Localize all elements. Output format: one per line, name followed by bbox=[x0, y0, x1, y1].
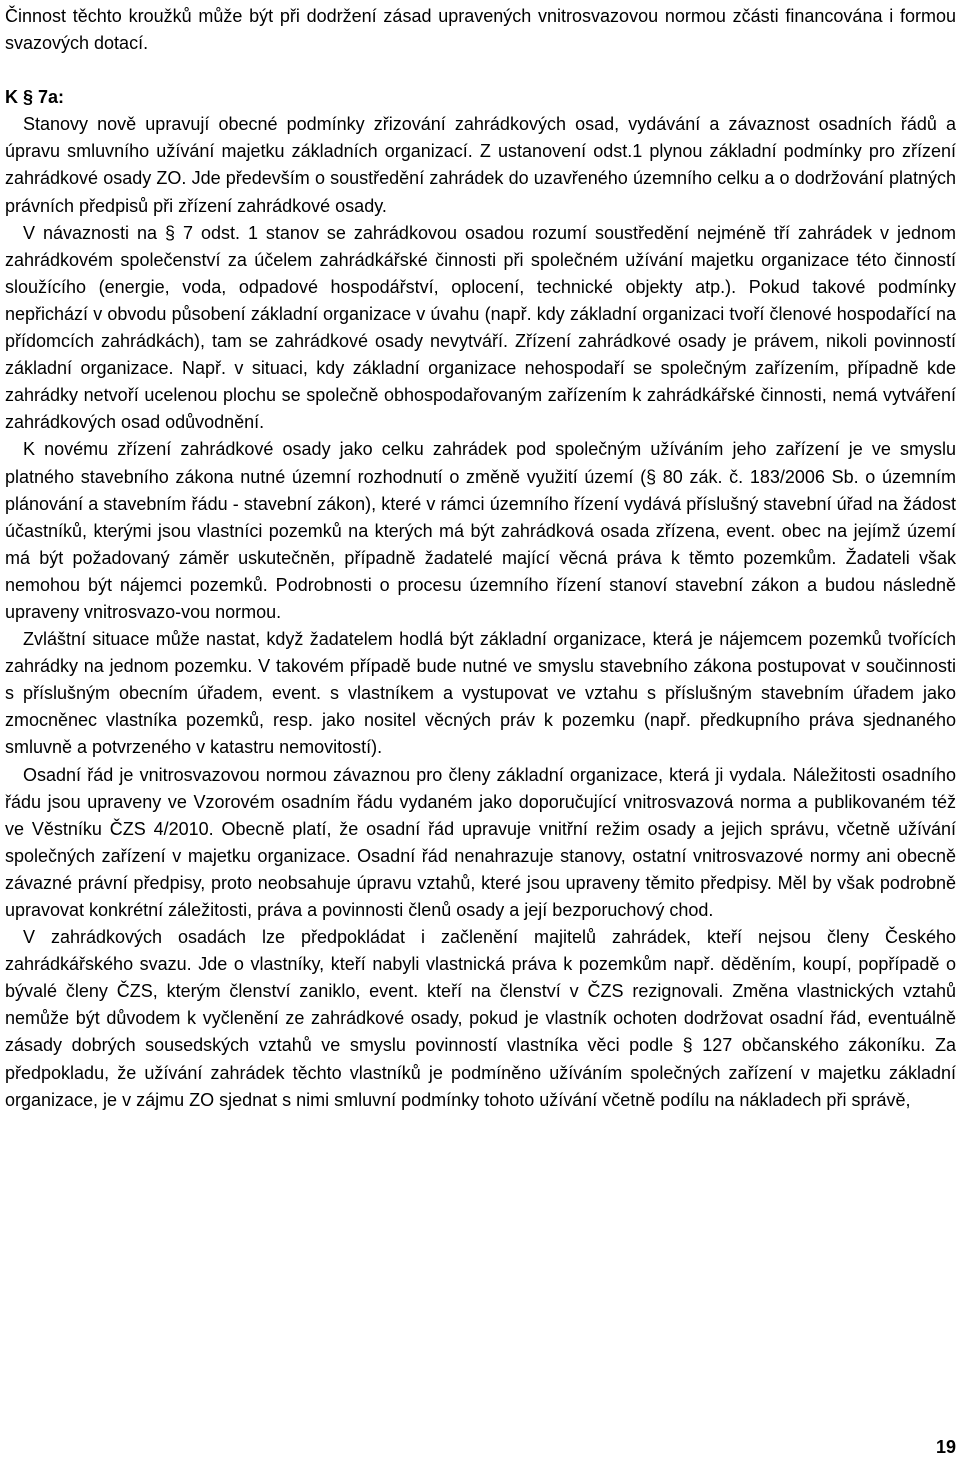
paragraph: V zahrádkových osadách lze předpokládat i začlenění majitelů zahrádek, kteří nejsou členy Českého zahrádkářského svazu. Jde o vlastníky, kteří nabyli vlastnická práva k pozemkům např. děděním, koupí, popřípadě o bývalé členy ČZS, kterým členství zaniklo, event. kteří na členství v ČZS rezignovali. Změna vlastnických vztahů nemůže být důvodem k vyčlenění ze zahrádkové osady, pokud je vlastník ochoten dodržovat osadní řád, eventuálně zásady dobrých sousedských vztahů ve smyslu povinností vlastníka věci podle § 127 občanského zákoníku. Za předpokladu, že užívání zahrádek těchto vlastníků je podmíněno užíváním společných zařízení v majetku základní organizace, je v zájmu ZO sjednat s nimi smluvní podmínky tohoto užívání včetně podílu na nákladech při správě, bbox=[5, 927, 956, 1110]
paragraph: Stanovy nově upravují obecné podmínky zřizování zahrádkových osad, vydávání a závaznost osadních řádů a úpravu smluvního užívání majetku základních organizací. Z ustanovení odst.1 plynou základní podmínky pro zřízení zahrádkové osady ZO. Jde především o soustředění zahrádek do uzavřeného územního celku a o dodržování platných právních předpisů při zřízení zahrádkové osady. bbox=[5, 114, 956, 216]
paragraph: V návaznosti na § 7 odst. 1 stanov se zahrádkovou osadou rozumí soustředění nejméně tří zahrádek v jednom zahrádkovém společenství za účelem zahrádkářské činnosti při společném užívání majetku organizace této činností sloužícího (energie, voda, odpadové hospodářství, oplocení, technické objekty atp.). Pokud takové podmínky nepřichází v obvodu působení základní organizace v úvahu (např. kdy základní organizaci tvoří členové hospodařící na přídomcích zahrádkách), tam se zahrádkové osady nevytváří. Zřízení zahrádkové osady je právem, nikoli povinností základní organizace. Např. v situaci, kdy základní organizace nehospodaří se společným zařízením, případně kde zahrádky netvoří ucelenou plochu se společně obhospodařovaným zařízením k zahrádkářské činnosti, nemá vytváření zahrádkových osad odůvodnění. bbox=[5, 222, 956, 433]
intro-paragraph: Činnost těchto kroužků může být při dodržení zásad upravených vnitrosvazovou normou zčásti financována i formou svazových dotací. bbox=[5, 6, 956, 54]
paragraph: Zvláštní situace může nastat, když žadatelem hodlá být základní organizace, která je nájemcem pozemků tvořících zahrádky na jednom pozemku. V takovém případě bude nutné ve smyslu stavebního zákona postupovat v součinnosti s příslušným obecním úřadem, event. s vlastníkem a vystupovat ve vztahu s příslušným stavebním úřadem jako zmocněnec vlastníka pozemků, resp. jako nositel věcných práv k pozemku (např. předkupního práva sjednaného smluvně a potvrzeného v katastru nemovitostí). bbox=[5, 629, 956, 758]
paragraph: K novému zřízení zahrádkové osady jako celku zahrádek pod společným užíváním jeho zařízení je ve smyslu platného stavebního zákona nutné územní rozhodnutí o změně využití území (§ 80 zák. č. 183/2006 Sb. o územním plánování a stavebním řádu - stavební zákon), které v rámci územního řízení vydává příslušný stavební úřad na žádost účastníků, kterými jsou vlastníci pozemků na kterých má být zahrádková osada zřízena, event. obec na jejímž území má být požadovaný záměr uskutečněn, případně žadatelé mající věcná práva k těmto pozemkům. Žadateli však nemohou být nájemci pozemků. Podrobnosti o procesu územního řízení stanoví stavební zákon a budou následně upraveny vnitrosvazo-vou normou. bbox=[5, 439, 956, 622]
page-number: 19 bbox=[935, 1437, 956, 1457]
section-heading: K § 7a: bbox=[5, 87, 65, 108]
paragraph: Osadní řád je vnitrosvazovou normou závaznou pro členy základní organizace, která ji vydala. Náležitosti osadního řádu jsou upraveny ve Vzorovém osadním řádu vydaném jako doporučující vnitrosvazová norma a publikovaném též ve Věstníku ČZS 4/2010. Obecně platí, že osadní řád upravuje vnitřní režim osady a jejich správu, včetně užívání společných zařízení v majetku organizace. Osadní řád nenahrazuje stanovy, ostatní vnitrosvazové normy ani obecně závazné právní předpisy, proto neobsahuje úpravu vztahů, které jsou upraveny těmito předpisy. Měl by však podrobně upravovat konkrétní záležitosti, práva a povinnosti členů osady a její bezporuchový chod. bbox=[5, 764, 956, 920]
